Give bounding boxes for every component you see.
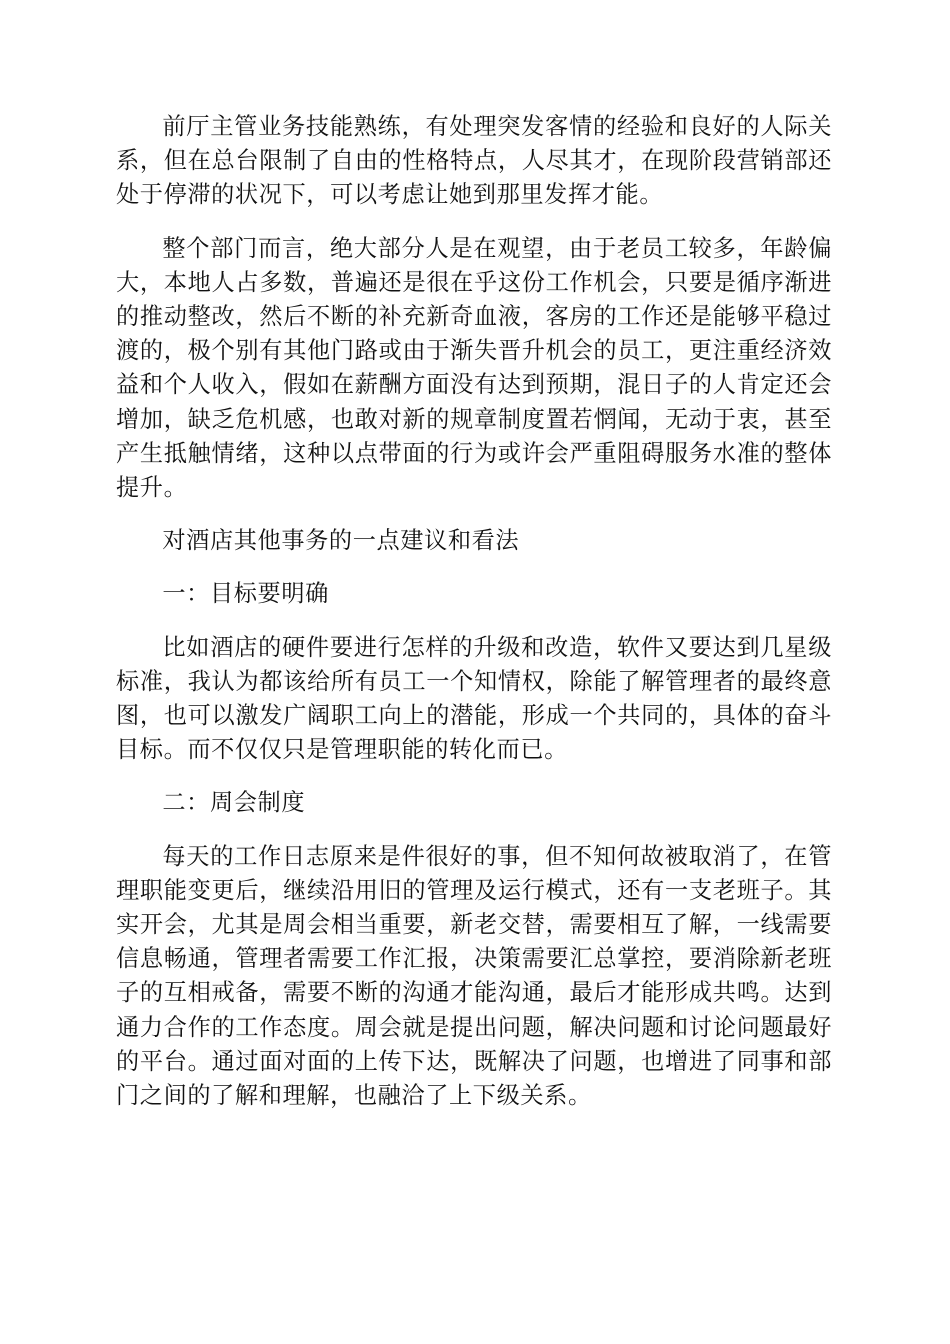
paragraph-clear-goals: 比如酒店的硬件要进行怎样的升级和改造，软件又要达到几星级标准，我认为都该给所有员工一个知情权，除能了解管理者的最终意图，也可以激发广阔职工向上的潜能，形成一个共同的，具体的奋斗目标。而不仅仅只是管理职能的转化而已。 — [116, 633, 832, 764]
section-heading-suggestions: 对酒店其他事务的一点建议和看法 — [162, 527, 520, 555]
document-page — [116, 110, 832, 1132]
subheading-weekly-meeting: 二：周会制度 — [162, 789, 306, 817]
paragraph-department-overview: 整个部门而言，绝大部分人是在观望，由于老员工较多，年龄偏大，本地人占多数，普遍还是很在乎这份工作机会，只要是循序渐进的推动整改，然后不断的补充新奇血液，客房的工作还是能够平稳过渡的，极个别有其他门路或由于渐失晋升机会的员工，更注重经济效益和个人收入，假如在薪酬方面没有达到预期，混日子的人肯定还会增加，缺乏危机感，也敢对新的规章制度置若惘闻，无动于衷，甚至产生抵触情绪，这种以点带面的行为或许会严重阻碍服务水准的整体提升。 — [116, 234, 832, 502]
paragraph-front-desk-supervisor: 前厅主管业务技能熟练，有处理突发客情的经验和良好的人际关系，但在总台限制了自由的性格特点，人尽其才，在现阶段营销部还处于停滞的状况下，可以考虑让她到那里发挥才能。 — [116, 113, 832, 209]
paragraph-weekly-meeting: 每天的工作日志原来是件很好的事，但不知何故被取消了，在管理职能变更后，继续沿用旧的管理及运行模式，还有一支老班子。其实开会，尤其是周会相当重要，新老交替，需要相互了解，一线需要信息畅通，管理者需要工作汇报，决策需要汇总掌控，要消除新老班子的互相戒备，需要不断的沟通才能沟通，最后才能形成共鸣。达到通力合作的工作态度。周会就是提出问题，解决问题和讨论问题最好的平台。通过面对面的上传下达，既解决了问题，也增进了同事和部门之间的了解和理解，也融洽了上下级关系。 — [116, 842, 832, 1110]
subheading-clear-goals: 一：目标要明确 — [162, 580, 329, 608]
